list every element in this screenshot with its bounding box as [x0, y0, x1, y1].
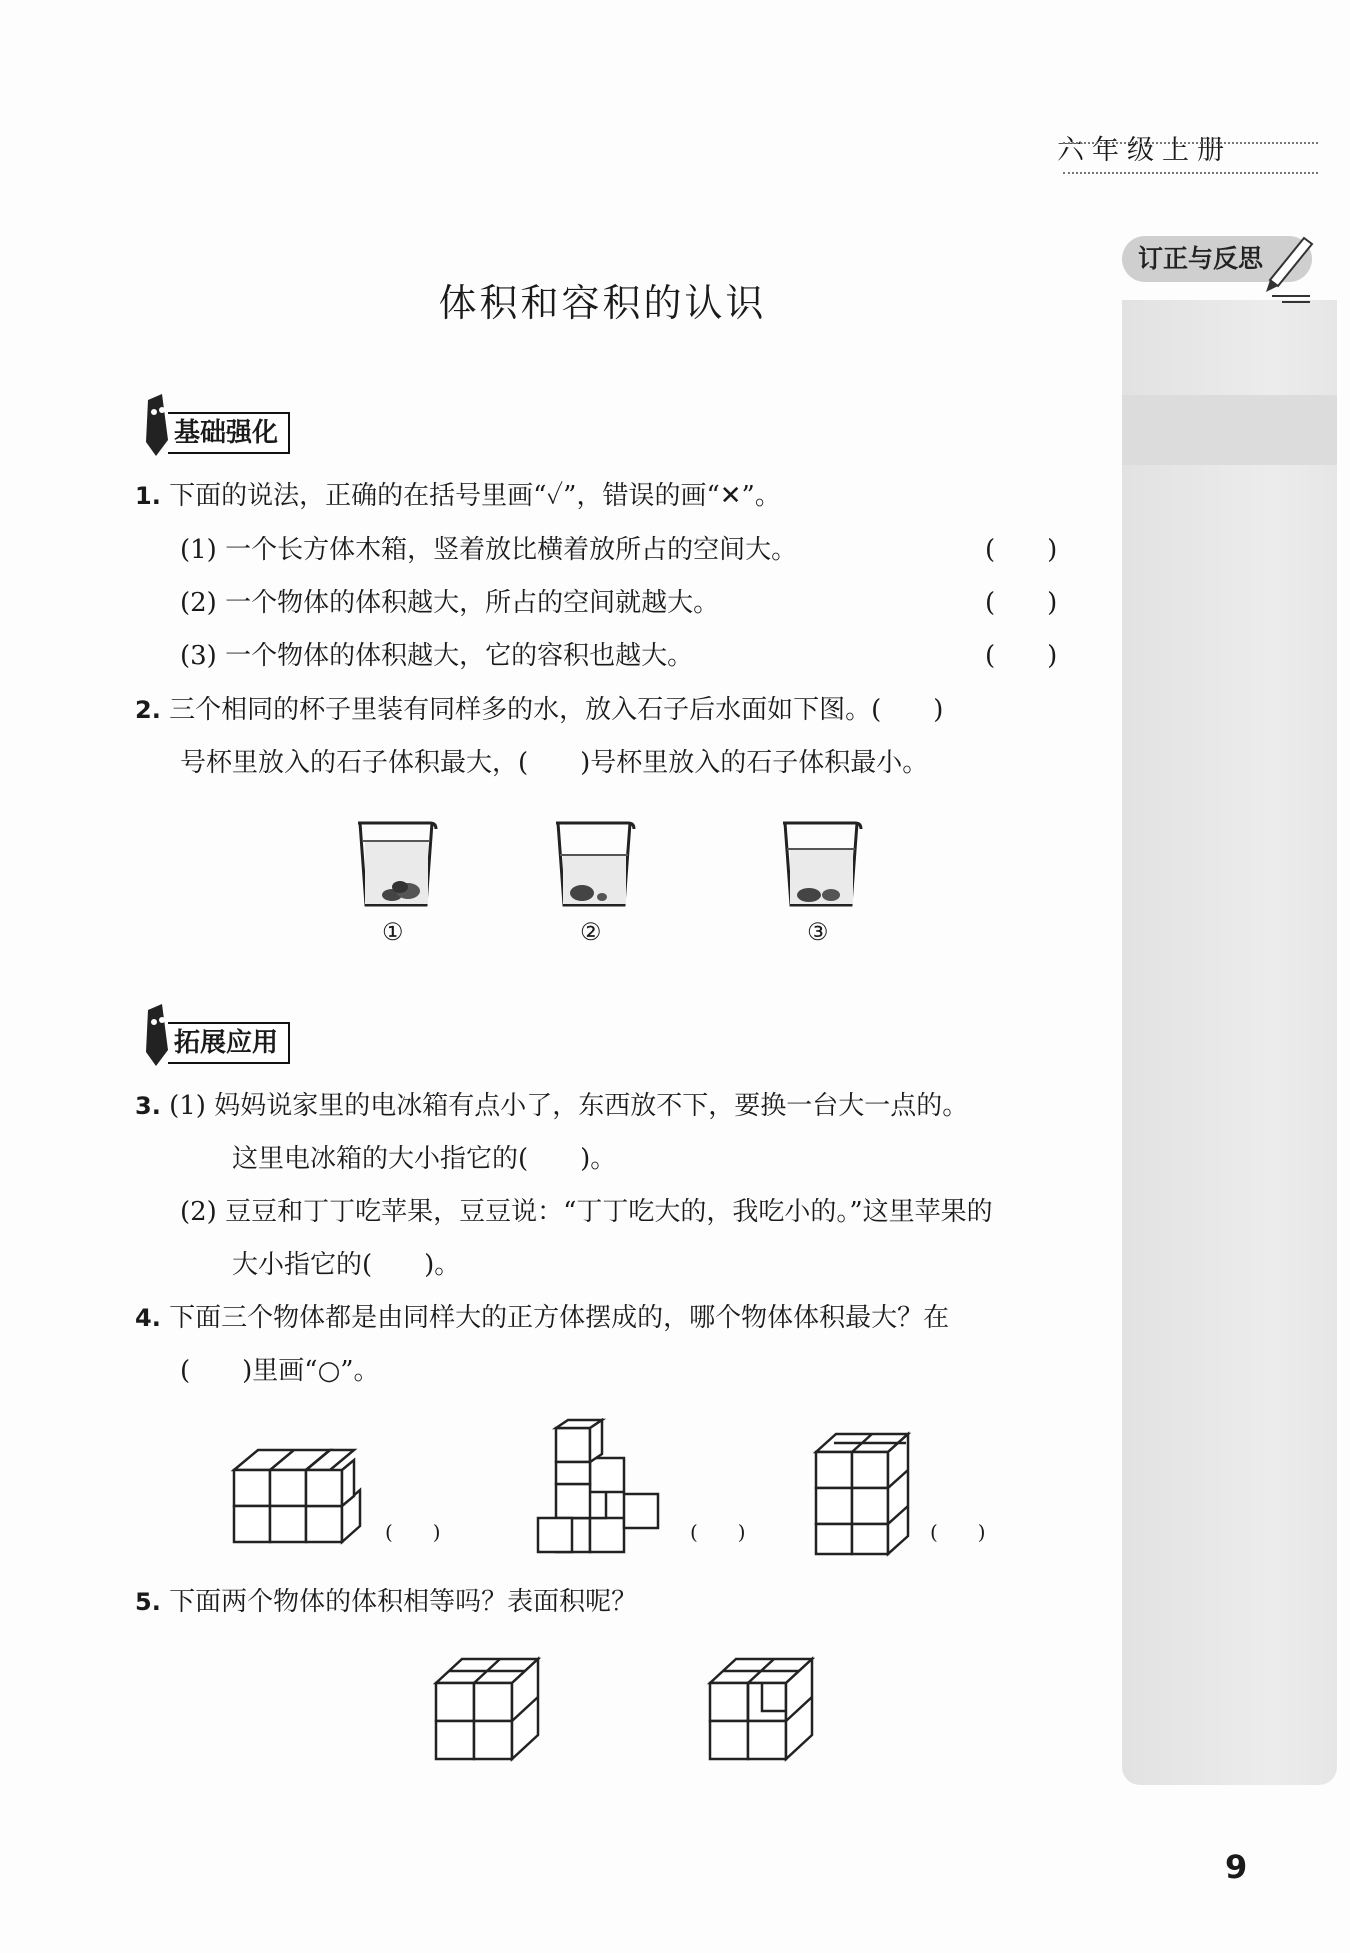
question-2 — [135, 690, 943, 730]
cup-figure — [350, 815, 450, 915]
question-1 — [135, 476, 781, 516]
cup-label: ① — [382, 918, 404, 946]
section-header-basic — [138, 412, 438, 454]
side-tab-label: 订正与反思 — [1138, 244, 1264, 273]
question-number: 5. — [135, 1588, 161, 1616]
strip-band — [1122, 395, 1337, 465]
page-number: 9 — [1225, 1848, 1248, 1886]
cube-pyramid-figure — [528, 1418, 678, 1558]
cup-label: ② — [580, 918, 602, 946]
question-number: 3. — [135, 1092, 161, 1120]
question-text: 下面两个物体的体积相等吗？表面积呢？ — [169, 1587, 638, 1617]
section-title: 基础强化 — [168, 412, 290, 454]
page-title: 体积和容积的认识 — [438, 281, 767, 325]
question-text: (2) 豆豆和丁丁吃苹果，豆豆说：“丁丁吃大的，我吃小的。”这里苹果的 — [180, 1197, 993, 1227]
statement: (2) 一个物体的体积越大，所占的空间就越大。 — [180, 588, 720, 618]
answer-blank: ( ) — [930, 1520, 986, 1544]
section-title: 拓展应用 — [168, 1022, 290, 1064]
question-number: 2. — [135, 696, 161, 724]
question-number: 1. — [135, 482, 161, 510]
statement: (1) 一个长方体木箱，竖着放比横着放所占的空间大。 — [180, 535, 798, 565]
cup-figure — [775, 815, 875, 915]
question-text: 号杯里放入的石子体积最大，( )号杯里放入的石子体积最小。 — [180, 748, 929, 778]
answer-blank: ( ) — [690, 1520, 746, 1544]
question-text: 下面三个物体都是由同样大的正方体摆成的，哪个物体体积最大？在 — [169, 1303, 950, 1333]
question-number: 4. — [135, 1304, 161, 1332]
question-text: 大小指它的( )。 — [232, 1250, 461, 1280]
correction-strip — [1122, 300, 1337, 1785]
cup-figure — [548, 815, 648, 915]
question-3 — [135, 1086, 968, 1126]
question-5 — [135, 1582, 637, 1622]
question-4 — [135, 1298, 949, 1338]
cube-stack-figure — [230, 1440, 370, 1550]
grade-label: 六年级上册 — [1057, 135, 1232, 166]
answer-blank: ( ) — [985, 641, 1058, 671]
cube-2x2-figure — [432, 1655, 547, 1765]
cube-missing-corner-figure — [706, 1655, 821, 1765]
question-text: 下面的说法，正确的在括号里画“✓”，错误的画“✕”。 — [169, 481, 781, 511]
cup-label: ③ — [807, 918, 829, 946]
divider — [1063, 142, 1318, 144]
section-header-extended — [138, 1022, 438, 1064]
cube-block-figure — [812, 1430, 922, 1560]
answer-blank: ( ) — [985, 535, 1058, 565]
divider — [1063, 172, 1318, 174]
question-text: (1) 妈妈说家里的电冰箱有点小了，东西放不下，要换一台大一点的。 — [169, 1091, 969, 1121]
answer-blank: ( ) — [985, 588, 1058, 618]
question-text: 这里电冰箱的大小指它的( )。 — [232, 1144, 617, 1174]
question-text: 三个相同的杯子里装有同样多的水，放入石子后水面如下图。( ) — [169, 695, 944, 725]
pencil-icon — [1262, 230, 1322, 305]
statement: (3) 一个物体的体积越大，它的容积也越大。 — [180, 641, 694, 671]
answer-blank: ( ) — [385, 1520, 441, 1544]
question-text: ( )里画“○”。 — [180, 1356, 380, 1386]
